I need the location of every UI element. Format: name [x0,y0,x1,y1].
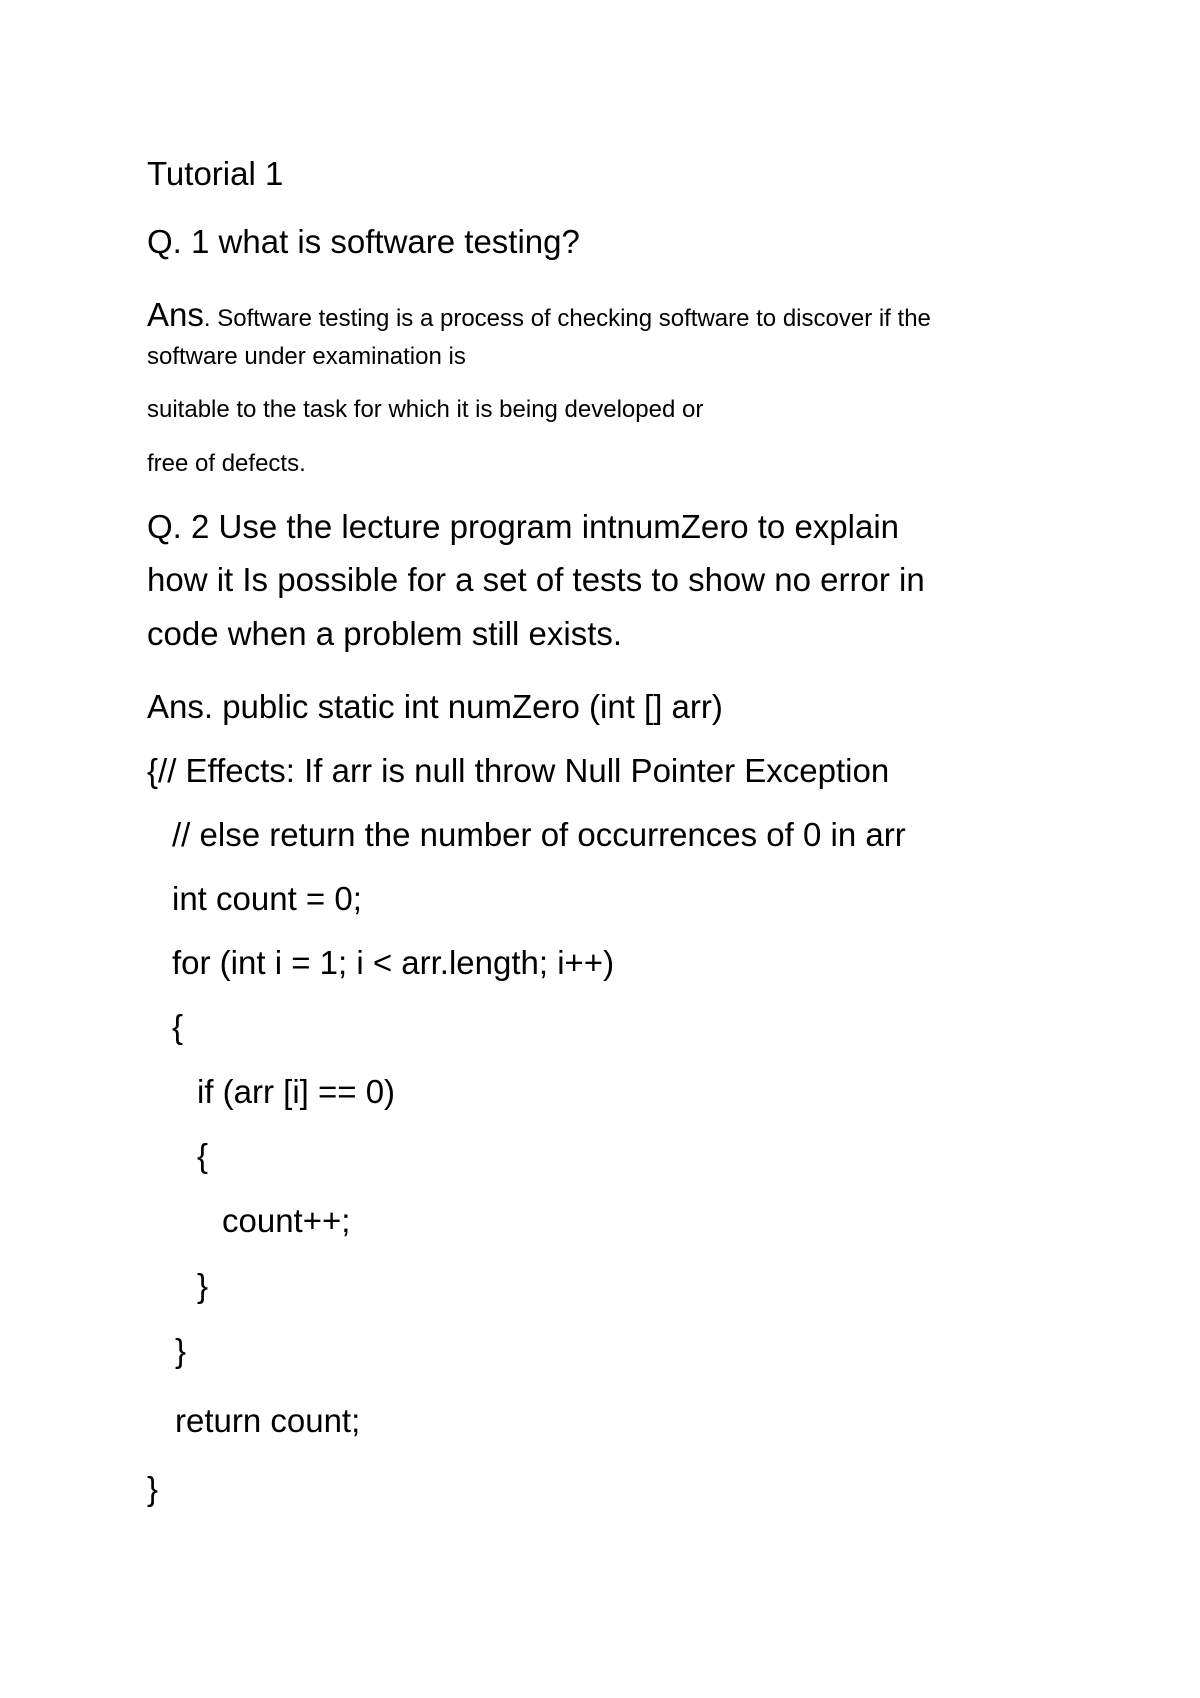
answer-1-line: free of defects. [147,450,306,477]
answer-1-text: . Software testing is a process of checking software to discover if the [203,305,931,332]
code-line: } [197,1267,209,1304]
document-title: Tutorial 1 [147,155,284,192]
code-line: count++; [222,1202,351,1239]
answer-1-line: software under examination is [147,343,466,370]
answer-1-line: suitable to the task for which it is being developed or [147,396,704,423]
answer-1-label: Ans [147,296,204,333]
question-2-line: how it Is possible for a set of tests to show no error in [147,561,925,598]
answer-2-first-line: Ans. public static int numZero (int [] arr) [147,688,723,725]
code-line: { [197,1137,209,1174]
code-line: } [175,1332,187,1369]
question-2-line: Q. 2 Use the lecture program intnumZero to explain [147,508,900,545]
code-line: {// Effects: If arr is null throw Null Pointer Exception [147,752,890,789]
code-line: } [147,1470,159,1507]
question-2-line: code when a problem still exists. [147,615,623,652]
code-line: if (arr [i] == 0) [197,1073,396,1110]
code-line: for (int i = 1; i < arr.length; i++) [172,944,615,981]
code-line: int count = 0; [172,880,362,917]
code-line: // else return the number of occurrences of 0 in arr [172,816,906,853]
code-line: return count; [175,1402,361,1439]
code-line: { [172,1008,184,1045]
answer-1-first-line [147,298,931,331]
question-1: Q. 1 what is software testing? [147,223,580,260]
